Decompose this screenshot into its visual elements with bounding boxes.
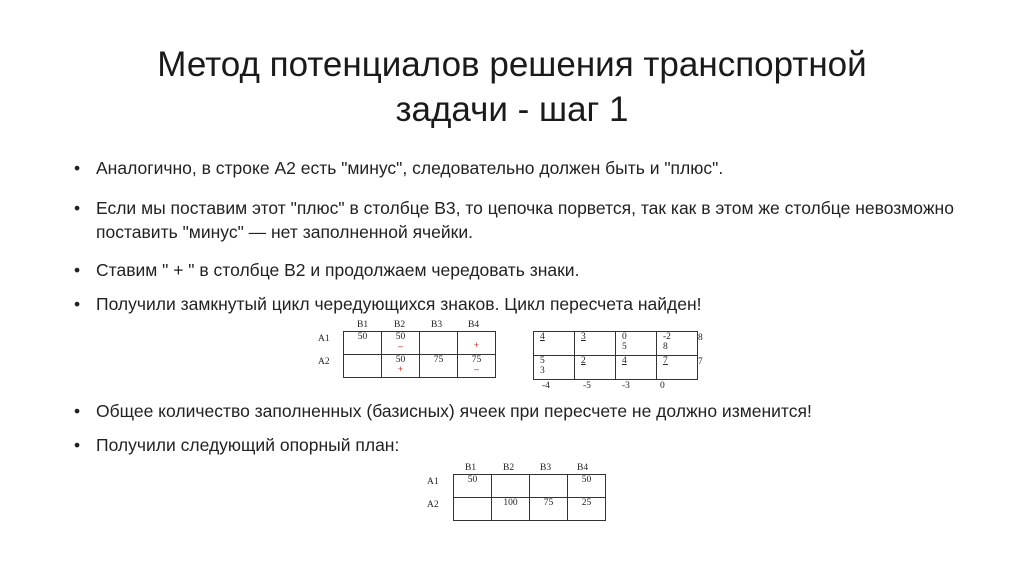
col-potential: -3 [622,381,630,391]
cost-value: 7 [663,356,668,366]
estimate-value: 5 [622,342,627,352]
table-cell [420,355,458,378]
table-cell [458,332,496,355]
table-cell [492,475,530,498]
table-cell [575,332,616,356]
cost-value: 2 [581,356,586,366]
table-cell [382,355,420,378]
col-header: В2 [394,320,406,330]
cell-value: 100 [503,498,518,508]
table-cell [575,356,616,380]
row-potential: 8 [698,333,703,343]
table-cell [454,475,492,498]
table-cell [616,356,657,380]
plus-sign: + [473,341,480,351]
cost-value: 4 [622,356,627,366]
col-header: В1 [357,320,369,330]
title-line-2: задачи - шаг 1 [395,90,629,129]
table-cell [530,475,568,498]
cell-value: 75 [543,498,554,508]
potentials-grid [533,331,698,380]
col-header: В1 [465,463,477,473]
bullet-dot: • [74,198,81,218]
cycle-grid [343,331,496,378]
table-cell [568,475,606,498]
title-line-1: Метод потенциалов решения транспортной [157,45,867,84]
bullet-dot: • [74,435,81,455]
col-potential: -5 [583,381,591,391]
cell-value: 75 [471,355,482,365]
cell-value: 25 [581,498,592,508]
bullet-dot: • [74,158,81,178]
cell-value: 75 [433,355,444,365]
estimate-value: 3 [540,366,545,376]
table-cell [568,498,606,521]
plan-grid [453,474,606,521]
row-header: А2 [427,500,439,510]
row-potential: 7 [698,357,703,367]
cost-value: 3 [581,332,586,342]
bullet-text: Получили замкнутый цикл чередующихся знаков. Цикл пересчета найден! [96,294,702,314]
table-cell [534,356,575,380]
table-cell [534,332,575,356]
cell-value: 50 [581,475,592,485]
cost-value: -2 [663,332,671,342]
col-header: В4 [468,320,480,330]
cell-value: 50 [395,355,406,365]
table-cell [616,332,657,356]
table-cell [382,332,420,355]
table-cell [420,332,458,355]
table-cell [657,356,698,380]
cost-value: 4 [540,332,545,342]
plus-sign: + [397,365,404,375]
cell-value: 50 [467,475,478,485]
row-header: А2 [318,357,330,367]
cell-value: 50 [357,332,368,342]
table-cell [344,355,382,378]
row-header: А1 [318,334,330,344]
estimate-value: 8 [663,342,668,352]
bullet-text: Если мы поставим этот "плюс" в столбце В3, то цепочка порвется, так как в этом же столбце невозможно поставить "минус" — нет заполненной ячейки. [96,198,954,242]
bullet-text: Получили следующий опорный план: [96,435,400,455]
col-header: В4 [577,463,589,473]
bullet-text: Ставим " + " в столбце В2 и продолжаем чередовать знаки. [96,260,580,280]
bullet-dot: • [74,260,81,280]
bullet-dot: • [74,294,81,314]
bullet-text: Аналогично, в строке А2 есть "минус", следовательно должен быть и "плюс". [96,158,724,178]
col-potential: 0 [660,381,665,391]
table-cell [492,498,530,521]
table-cell [344,332,382,355]
row-header: А1 [427,477,439,487]
table-cell [657,332,698,356]
bullet-dot: • [74,401,81,421]
bullet-text: Общее количество заполненных (базисных) ячеек при пересчете не должно изменится! [96,401,812,421]
slide-title [0,42,1024,132]
cell-value: 50 [395,332,406,342]
table-cell [530,498,568,521]
cost-value: 5 [540,356,545,366]
table-cell [458,355,496,378]
table-cell [454,498,492,521]
minus-sign: – [474,365,479,375]
cost-value: 0 [622,332,627,342]
col-header: В3 [431,320,443,330]
minus-sign: – [398,342,403,352]
col-potential: -4 [542,381,550,391]
col-header: В2 [503,463,515,473]
col-header: В3 [540,463,552,473]
